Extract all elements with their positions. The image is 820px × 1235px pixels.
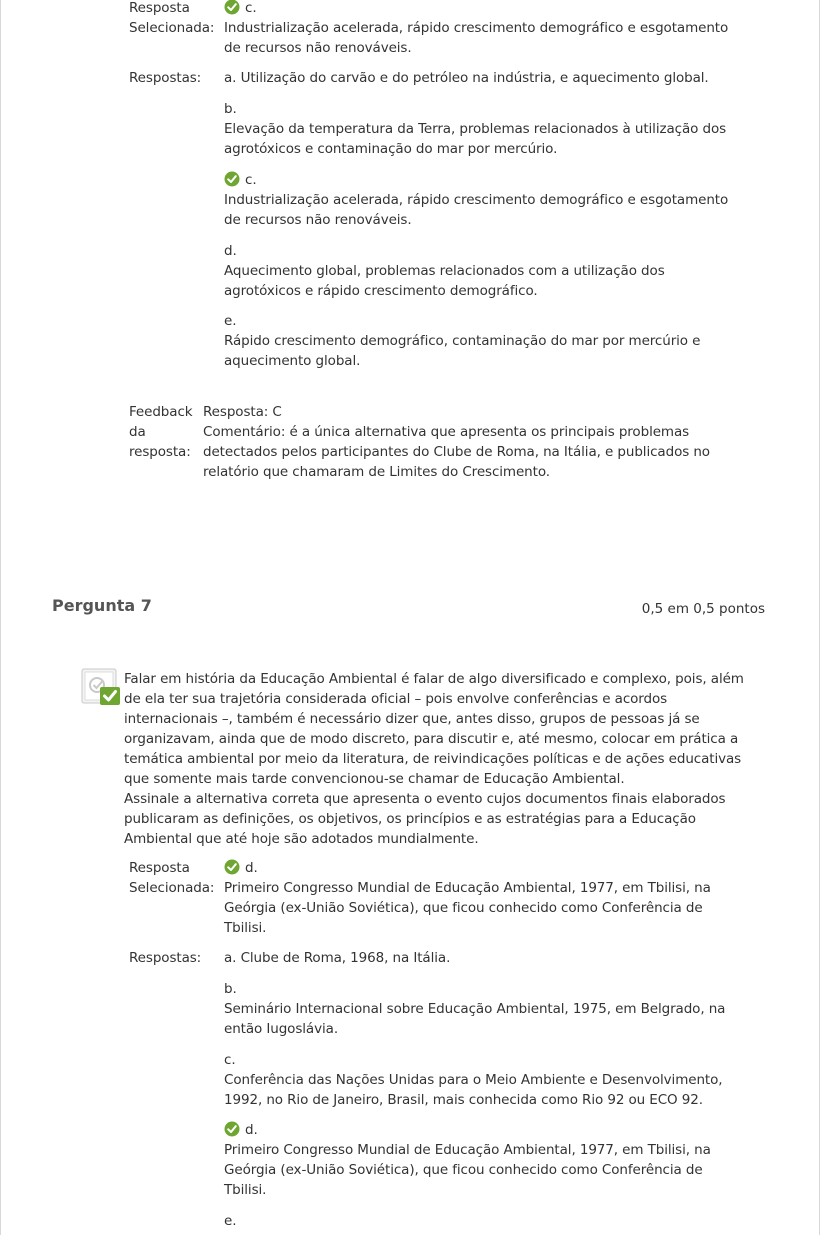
answer-option-d: d. Aquecimento global, problemas relacionados com a utilização dos agrotóxicos e rápido crescimento demográfico.	[224, 243, 665, 299]
answers-label: Respostas:	[129, 70, 202, 86]
question-paragraph-2: Assinale a alternativa correta que apresenta o evento cujos documentos finais elaborados publicaram as definições, os objetivos, os princípios e as estratégias para a Educação Ambiental que até hoje são adotados mundialmente.	[124, 791, 726, 847]
answers-label: Respostas:	[129, 950, 202, 966]
selected-answer: c. Industrialização acelerada, rápido crescimento demográfico e esgotamento de recursos não renováveis.	[224, 0, 729, 56]
question-text	[124, 669, 749, 849]
question-title: Pergunta 7	[52, 596, 152, 615]
question-points: 0,5 em 0,5 pontos	[641, 601, 765, 617]
correct-check-icon	[224, 0, 240, 15]
answer-option-a: a. Clube de Roma, 1968, na Itália.	[224, 950, 451, 966]
feedback-answer: Resposta: C	[203, 404, 282, 420]
answer-option-d: d. Primeiro Congresso Mundial de Educação Ambiental, 1977, em Tbilisi, na Geórgia (ex-União Soviética), que ficou conhecido como Conferência de Tbilisi.	[224, 1122, 711, 1198]
selected-answer-label: Resposta Selecionada:	[129, 860, 215, 896]
answer-option-e: e.	[224, 1213, 237, 1229]
feedback-label: Feedback da resposta:	[129, 404, 193, 460]
correct-check-icon	[224, 1121, 240, 1137]
selected-answer: d. Primeiro Congresso Mundial de Educação Ambiental, 1977, em Tbilisi, na Geórgia (ex-União Soviética), que ficou conhecido como Conferência de Tbilisi.	[224, 860, 711, 936]
answer-option-a: a. Utilização do carvão e do petróleo na indústria, e aquecimento global.	[224, 70, 709, 86]
correct-check-icon	[224, 171, 240, 187]
selected-answer-label: Resposta Selecionada:	[129, 0, 215, 36]
answer-option-c: c. Conferência das Nações Unidas para o Meio Ambiente e Desenvolvimento, 1992, no Rio de Janeiro, Brasil, mais conhecida como Rio 92 ou ECO 92.	[224, 1052, 723, 1108]
answer-option-b: b. Elevação da temperatura da Terra, problemas relacionados à utilização dos agrotóxicos e contaminação do mar por mercúrio.	[224, 101, 727, 157]
feedback-content	[203, 402, 728, 482]
answer-option-b: b. Seminário Internacional sobre Educação Ambiental, 1975, em Belgrado, na então Iugoslávia.	[224, 981, 726, 1037]
question-paragraph-1: Falar em história da Educação Ambiental é falar de algo diversificado e complexo, pois, além de ela ter sua trajetória considerada oficial – pois envolve conferências e acordos internacionais –, também é necessário dizer que, antes disso, grupos de pessoas já se organizavam, ainda que de modo discreto, para discutir e, até mesmo, colocar em prática a temática ambiental por meio da literatura, de reivindicações políticas e de ações educativas que somente mais tarde convencionou-se chamar de Educação Ambiental.	[124, 671, 744, 787]
feedback-comment: Comentário: é a única alternativa que apresenta os principais problemas detectados pelos participantes do Clube de Roma, na Itália, e publicados no relatório que chamaram de Limites do Crescimento.	[203, 424, 710, 480]
correct-check-icon	[224, 859, 240, 875]
answer-option-e: e. Rápido crescimento demográfico, contaminação do mar por mercúrio e aquecimento global.	[224, 313, 701, 369]
correct-question-icon	[81, 668, 121, 706]
answer-option-c: c. Industrialização acelerada, rápido crescimento demográfico e esgotamento de recursos não renováveis.	[224, 172, 729, 228]
